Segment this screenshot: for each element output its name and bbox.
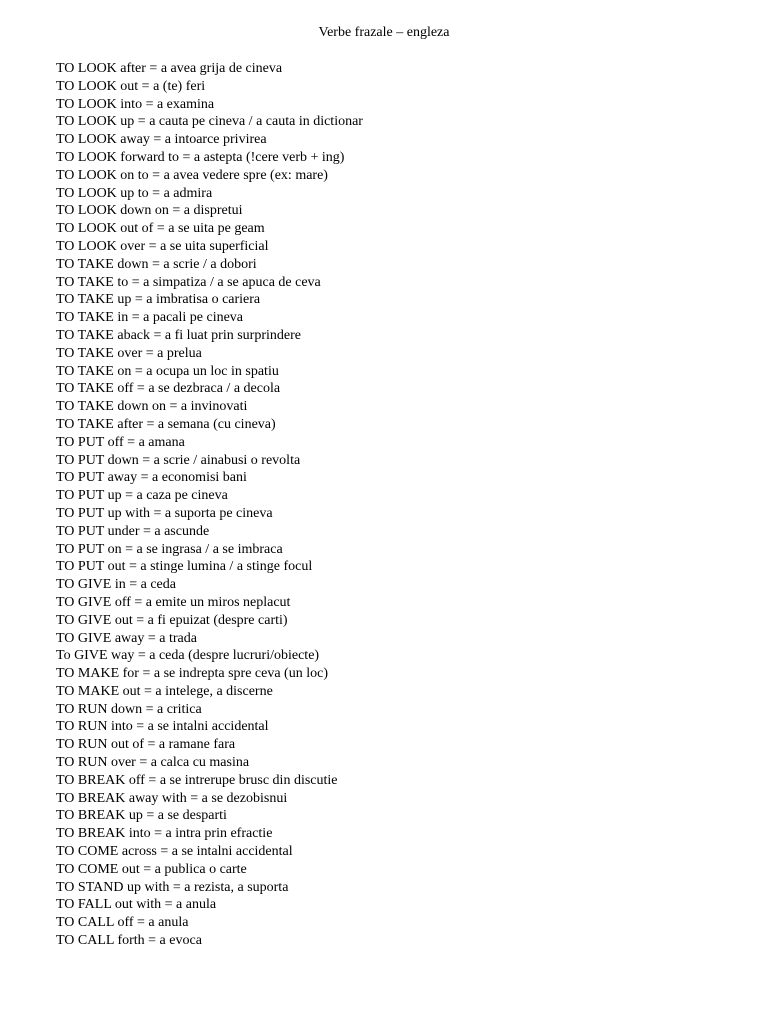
phrasal-verb-entry: TO LOOK over = a se uita superficial xyxy=(56,238,269,254)
phrasal-verb-entry: TO LOOK up to = a admira xyxy=(56,185,213,201)
phrasal-verb-entry: TO BREAK into = a intra prin efractie xyxy=(56,826,273,842)
phrasal-verb-entry: TO FALL out with = a anula xyxy=(56,897,217,913)
phrasal-verb-entry: TO COME out = a publica o carte xyxy=(56,861,247,877)
phrasal-verb-entry: TO CALL forth = a evoca xyxy=(56,933,202,949)
phrasal-verb-entry: TO TAKE up = a imbratisa o cariera xyxy=(56,292,261,308)
phrasal-verb-entry: TO COME across = a se intalni accidental xyxy=(56,844,293,860)
phrasal-verb-entry: TO TAKE aback = a fi luat prin surprindere xyxy=(56,327,301,343)
phrasal-verb-entry: TO BREAK off = a se intrerupe brusc din discutie xyxy=(56,772,338,788)
phrasal-verb-entry: TO GIVE away = a trada xyxy=(56,630,197,646)
phrasal-verb-entry: TO LOOK away = a intoarce privirea xyxy=(56,132,267,148)
phrasal-verb-entry: TO LOOK on to = a avea vedere spre (ex: mare) xyxy=(56,167,328,183)
phrasal-verb-entry: TO LOOK out = a (te) feri xyxy=(56,78,206,94)
phrasal-verb-entry: TO PUT off = a amana xyxy=(56,434,185,450)
phrasal-verb-entry: TO LOOK down on = a dispretui xyxy=(56,203,243,219)
phrasal-verb-entry: TO LOOK into = a examina xyxy=(56,96,215,112)
phrasal-verb-entry: TO LOOK after = a avea grija de cineva xyxy=(56,61,283,76)
phrasal-verb-entry: TO TAKE on = a ocupa un loc in spatiu xyxy=(56,363,279,379)
phrasal-verb-entry: TO TAKE down = a scrie / a dobori xyxy=(56,256,257,272)
phrasal-verb-entry: TO TAKE down on = a invinovati xyxy=(56,399,248,415)
phrasal-verb-entry: TO RUN over = a calca cu masina xyxy=(56,755,250,771)
phrasal-verb-entry: TO BREAK up = a se desparti xyxy=(56,808,227,824)
phrasal-verb-entry: TO PUT up = a caza pe cineva xyxy=(56,488,228,504)
phrasal-verb-entry: TO MAKE for = a se indrepta spre ceva (un loc) xyxy=(56,666,328,682)
page-title: Verbe frazale – engleza xyxy=(318,25,450,40)
phrasal-verb-list xyxy=(56,60,363,950)
phrasal-verb-entry: TO PUT down = a scrie / ainabusi o revolta xyxy=(56,452,301,468)
phrasal-verb-entry: TO STAND up with = a rezista, a suporta xyxy=(56,879,289,895)
phrasal-verb-entry: TO PUT up with = a suporta pe cineva xyxy=(56,505,273,521)
phrasal-verb-entry: TO PUT on = a se ingrasa / a se imbraca xyxy=(56,541,283,557)
phrasal-verb-entry: TO GIVE off = a emite un miros neplacut xyxy=(56,594,291,610)
phrasal-verb-entry: TO PUT under = a ascunde xyxy=(56,523,210,539)
phrasal-verb-entry: TO CALL off = a anula xyxy=(56,915,189,931)
phrasal-verb-entry: TO TAKE after = a semana (cu cineva) xyxy=(56,416,276,432)
phrasal-verb-entry: To GIVE way = a ceda (despre lucruri/obiecte) xyxy=(56,648,320,664)
phrasal-verb-entry: TO LOOK up = a cauta pe cineva / a cauta in dictionar xyxy=(56,114,363,130)
phrasal-verb-entry: TO MAKE out = a intelege, a discerne xyxy=(56,683,273,699)
phrasal-verb-entry: TO BREAK away with = a se dezobisnui xyxy=(56,790,288,806)
phrasal-verb-entry: TO RUN down = a critica xyxy=(56,701,202,717)
phrasal-verb-entry: TO PUT out = a stinge lumina / a stinge focul xyxy=(56,559,313,575)
phrasal-verb-entry: TO RUN out of = a ramane fara xyxy=(56,737,236,753)
phrasal-verb-entry: TO TAKE off = a se dezbraca / a decola xyxy=(56,381,281,397)
phrasal-verb-entry: TO TAKE over = a prelua xyxy=(56,345,202,361)
phrasal-verb-entry: TO PUT away = a economisi bani xyxy=(56,470,247,486)
phrasal-verb-entry: TO LOOK out of = a se uita pe geam xyxy=(56,221,265,237)
phrasal-verb-entry: TO LOOK forward to = a astepta (!cere verb + ing) xyxy=(56,149,345,165)
phrasal-verb-entry: TO TAKE to = a simpatiza / a se apuca de ceva xyxy=(56,274,321,290)
phrasal-verb-entry: TO RUN into = a se intalni accidental xyxy=(56,719,269,735)
phrasal-verb-entry: TO TAKE in = a pacali pe cineva xyxy=(56,310,244,326)
phrasal-verb-entry: TO GIVE out = a fi epuizat (despre carti) xyxy=(56,612,288,628)
phrasal-verb-entry: TO GIVE in = a ceda xyxy=(56,577,176,593)
